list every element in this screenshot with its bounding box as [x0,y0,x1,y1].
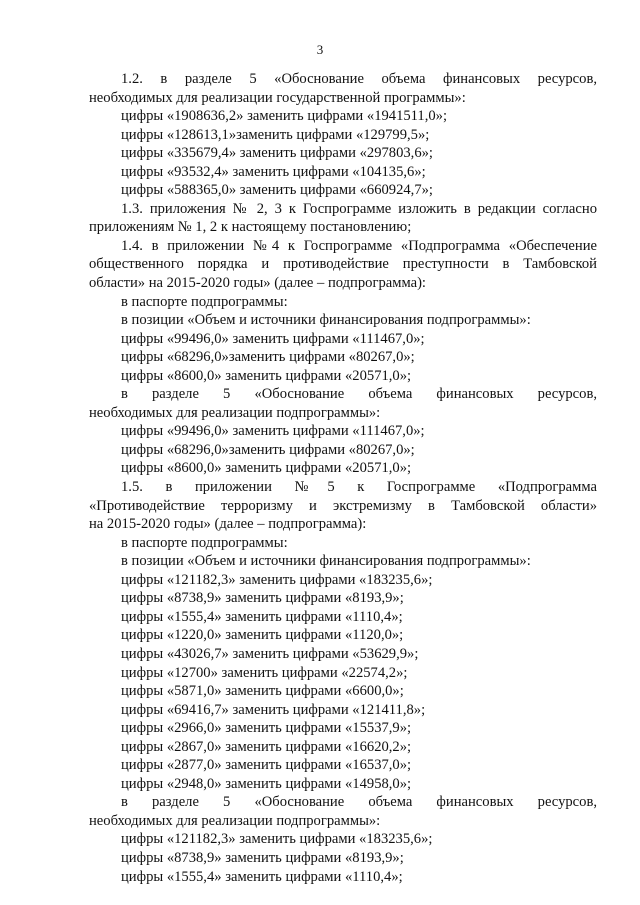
text-line: цифры «12700» заменить цифрами «22574,2»; [121,664,408,681]
text-line: цифры «588365,0» заменить цифрами «660924,7»; [121,182,433,199]
text-line: 1.2. в разделе 5 «Обоснование объема финансовых ресурсов, [121,71,597,87]
text-line: в паспорте подпрограммы: [121,293,288,310]
text-line: цифры «99496,0» заменить цифрами «111467,0»; [121,423,425,440]
text-line: цифры «99496,0» заменить цифрами «111467,0»; [121,330,425,347]
text-line: цифры «1220,0» заменить цифрами «1120,0»; [121,627,404,644]
text-line: цифры «335679,4» заменить цифрами «297803,6»; [121,145,433,162]
text-line: в разделе 5 «Обоснование объема финансовых ресурсов, [121,794,597,811]
text-line: «Противодействие терроризму и экстремизму в Тамбовской области» [89,497,597,514]
text-line: 1.4. в приложении №4 к Госпрограмме «Подпрограмма «Обеспечение [121,237,597,254]
text-line: цифры «5871,0» заменить цифрами «6600,0»; [121,683,404,700]
text-line: на 2015-2020 годы» (далее – подпрограмма): [89,516,367,533]
text-line: приложениям № 1, 2 к настоящему постановлению; [89,219,412,236]
text-line: цифры «2966,0» заменить цифрами «15537,9»; [121,720,412,737]
text-line: цифры «68296,0»заменить цифрами «80267,0»; [121,441,415,458]
text-line: цифры «121182,3» заменить цифрами «183235,6»; [121,571,433,588]
text-line: цифры «43026,7» заменить цифрами «53629,9»; [121,645,419,662]
text-line: в разделе 5 «Обоснование объема финансовых ресурсов, [121,386,597,403]
document-body [89,70,597,886]
text-line: 1.3. приложения № 2, 3 к Госпрограмме изложить в редакции согласно [121,200,597,217]
text-line: в позиции «Объем и источники финансирования подпрограммы»: [121,553,531,570]
text-line: цифры «121182,3» заменить цифрами «183235,6»; [121,831,433,848]
text-line: цифры «8738,9» заменить цифрами «8193,9»; [121,590,404,607]
text-line: цифры «2867,0» заменить цифрами «16620,2»; [121,738,412,755]
text-line: необходимых для реализации подпрограммы»: [89,812,381,829]
text-line: 1.5. в приложении №5 к Госпрограмме «Подпрограмма [121,479,597,496]
text-line: цифры «1908636,2» заменить цифрами «1941511,0»; [121,108,448,125]
text-line: необходимых для реализации государственной программы»: [89,89,466,106]
text-line: цифры «69416,7» заменить цифрами «121411,8»; [121,701,426,718]
text-line: цифры «1555,4» заменить цифрами «1110,4»; [121,608,403,625]
text-line: цифры «128613,1»заменить цифрами «129799,5»; [121,126,430,143]
page-number: 3 [316,42,324,57]
text-line: цифры «8600,0» заменить цифрами «20571,0»; [121,367,412,384]
text-line: цифры «8600,0» заменить цифрами «20571,0»; [121,460,412,477]
text-line: общественного порядка и противодействие преступности в Тамбовской [89,256,597,273]
text-line: цифры «68296,0»заменить цифрами «80267,0»; [121,349,415,366]
text-line: необходимых для реализации подпрограммы»: [89,404,381,421]
text-line: цифры «2877,0» заменить цифрами «16537,0»; [121,757,412,774]
text-line: цифры «8738,9» заменить цифрами «8193,9»; [121,849,404,866]
text-line: в паспорте подпрограммы: [121,534,288,551]
text-line: цифры «93532,4» заменить цифрами «104135,6»; [121,163,426,180]
text-line: цифры «2948,0» заменить цифрами «14958,0»; [121,775,412,792]
text-line: в позиции «Объем и источники финансирования подпрограммы»: [121,312,531,329]
text-line: цифры «1555,4» заменить цифрами «1110,4»; [121,868,403,885]
text-line: области» на 2015-2020 годы» (далее – подпрограмма): [89,275,426,292]
